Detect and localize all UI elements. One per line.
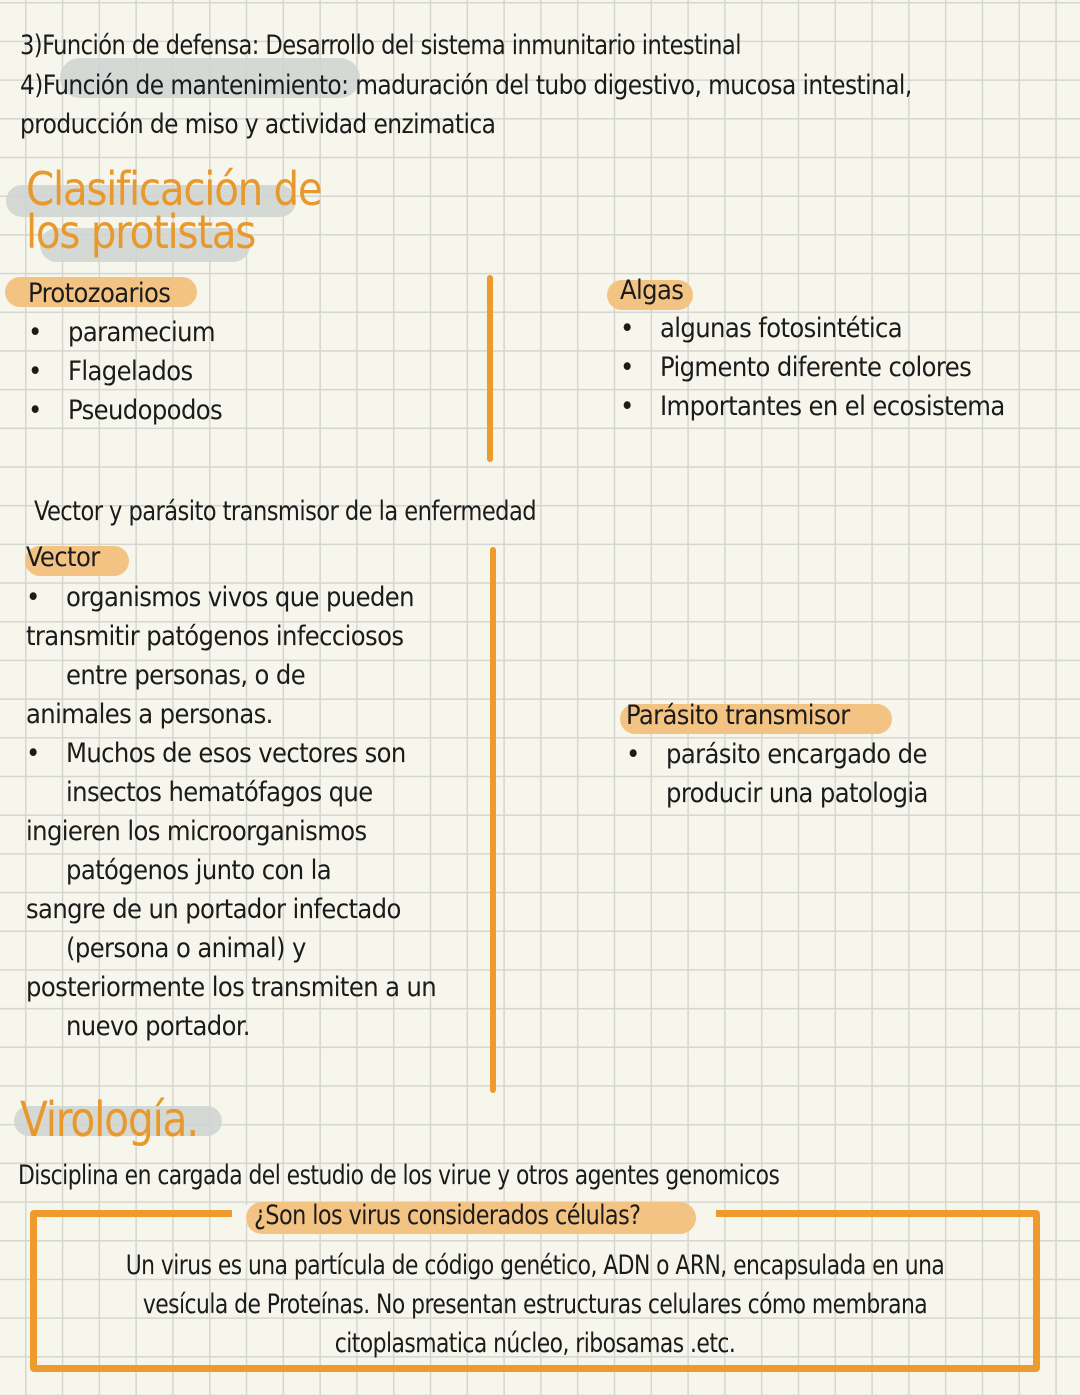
bullet-icon: • [26, 582, 40, 613]
protozoarios-list [28, 313, 222, 430]
answer-line: vesícula de Proteínas. No presentan estructuras celulares cómo membrana [142, 1289, 928, 1320]
bullet-icon: • [26, 738, 40, 769]
heading-algas: Algas [620, 275, 684, 306]
list-item: • Flagelados [28, 352, 222, 391]
list-item: • Pseudopodos [28, 391, 222, 430]
bullet-icon: • [620, 352, 634, 383]
text-line: animales a personas. [26, 699, 273, 730]
vector-text [26, 578, 436, 1046]
text-line: (persona o animal) y [66, 933, 306, 964]
section-title-protistas-1: Clasificación de [26, 162, 322, 216]
section-title-virologia: Virología. [20, 1092, 198, 1148]
bullet-icon: • [620, 391, 634, 422]
text-line: transmitir patógenos infecciosos [26, 621, 404, 652]
list-item: • Importantes en el ecosistema [620, 387, 1005, 426]
text-line: entre personas, o de [66, 660, 306, 691]
parasito-text [626, 735, 928, 813]
text-line: insectos hematófagos que [66, 777, 373, 808]
bullet-icon: • [28, 356, 42, 387]
heading-vector: Vector [26, 542, 100, 573]
answer-line: citoplasmatica núcleo, ribosamas .etc. [334, 1328, 736, 1359]
text-line: nuevo portador. [66, 1011, 250, 1042]
text-line: • organismos vivos que pueden [26, 578, 436, 617]
text-line: • Muchos de esos vectores son [26, 734, 436, 773]
bullet-icon: • [626, 739, 640, 770]
list-item: • Pigmento diferente colores [620, 348, 1005, 387]
heading-parasito: Parásito transmisor [626, 700, 850, 731]
algas-list [620, 309, 1005, 426]
text-line: producir una patologia [666, 778, 928, 809]
divider-line [490, 547, 496, 1093]
answer-text [40, 1246, 1030, 1363]
text-line: ingieren los microorganismos [26, 816, 367, 847]
list-item: • paramecium [28, 313, 222, 352]
text-line: posteriormente los transmiten a un [26, 972, 437, 1003]
section-title-protistas-2: los protistas [26, 205, 256, 259]
virologia-definition: Disciplina en cargada del estudio de los virue y otros agentes genomicos [18, 1160, 780, 1191]
bullet-icon: • [28, 317, 42, 348]
list-item: • algunas fotosintética [620, 309, 1005, 348]
intro-line-3: producción de miso y actividad enzimatica [20, 109, 496, 140]
bullet-icon: • [28, 395, 42, 426]
intro-line-1: 3)Función de defensa: Desarrollo del sistema inmunitario intestinal [20, 30, 741, 61]
text-line: sangre de un portador infectado [26, 894, 401, 925]
divider-line [487, 275, 493, 462]
text-line: • parásito encargado de [626, 735, 928, 774]
heading-protozoarios: Protozoarios [28, 278, 171, 309]
intro-line-2: 4)Función de mantenimiento: maduración del tubo digestivo, mucosa intestinal, [20, 70, 912, 101]
text-line: patógenos junto con la [66, 855, 332, 886]
section-title-vector: Vector y parásito transmisor de la enfermedad [34, 496, 537, 527]
question-text: ¿Son los virus considerados células? [254, 1200, 641, 1231]
bullet-icon: • [620, 313, 634, 344]
answer-line: Un virus es una partícula de código genético, ADN o ARN, encapsulada en una [125, 1250, 945, 1281]
